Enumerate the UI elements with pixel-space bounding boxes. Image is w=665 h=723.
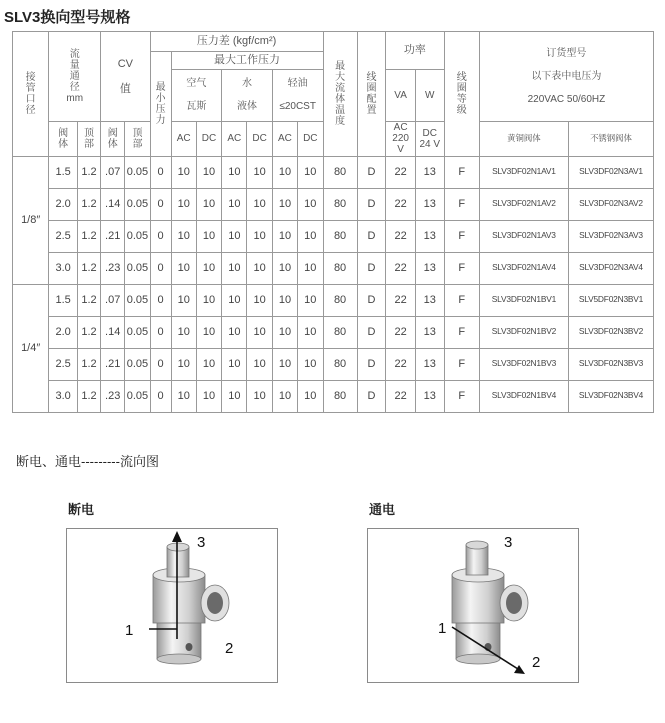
table-row bbox=[13, 284, 654, 316]
cell-cv-top: 0.05 bbox=[125, 156, 150, 188]
power-on-diagram bbox=[367, 528, 579, 683]
cell-temp: 80 bbox=[323, 380, 357, 412]
header-cv-top: 顶部 bbox=[125, 122, 150, 157]
cell-va: 22 bbox=[386, 252, 416, 284]
header-max-work: 最大工作压力 bbox=[171, 52, 323, 70]
cell-water-dc: 10 bbox=[247, 348, 272, 380]
cell-flow-body: 2.0 bbox=[49, 188, 78, 220]
cell-min: 0 bbox=[150, 348, 171, 380]
power-off-port-1: 1 bbox=[125, 622, 134, 639]
header-min-pressure: 最小压力 bbox=[150, 52, 171, 157]
cell-stainless: SLV3DF02N3BV3 bbox=[569, 348, 654, 380]
cell-cv-body: .21 bbox=[101, 220, 125, 252]
cell-cv-top: 0.05 bbox=[125, 316, 150, 348]
cell-cv-body: .23 bbox=[101, 380, 125, 412]
cell-air-dc: 10 bbox=[196, 220, 221, 252]
cell-cls: F bbox=[444, 252, 479, 284]
cell-cls: F bbox=[444, 380, 479, 412]
cell-oil-ac: 10 bbox=[272, 188, 297, 220]
cell-air-dc: 10 bbox=[196, 316, 221, 348]
cell-flow-top: 1.2 bbox=[77, 284, 100, 316]
power-off-port-2: 2 bbox=[225, 640, 234, 657]
cell-cls: F bbox=[444, 156, 479, 188]
cell-air-dc: 10 bbox=[196, 284, 221, 316]
cell-oil-ac: 10 bbox=[272, 380, 297, 412]
cell-w: 13 bbox=[415, 188, 444, 220]
cell-coil: D bbox=[357, 156, 386, 188]
cell-cv-top: 0.05 bbox=[125, 188, 150, 220]
cell-cv-body: .23 bbox=[101, 252, 125, 284]
table-row bbox=[13, 188, 654, 220]
cell-oil-dc: 10 bbox=[298, 188, 323, 220]
cell-oil-dc: 10 bbox=[298, 220, 323, 252]
power-off-label: 断电 bbox=[68, 502, 95, 517]
cell-air-ac: 10 bbox=[171, 156, 196, 188]
cell-temp: 80 bbox=[323, 348, 357, 380]
cell-water-ac: 10 bbox=[222, 284, 247, 316]
cell-oil-dc: 10 bbox=[298, 348, 323, 380]
header-cv: CV 值 bbox=[101, 32, 151, 122]
cell-brass: SLV3DF02N1BV4 bbox=[479, 380, 568, 412]
cell-min: 0 bbox=[150, 156, 171, 188]
cell-water-ac: 10 bbox=[222, 348, 247, 380]
cell-w: 13 bbox=[415, 156, 444, 188]
cell-water-dc: 10 bbox=[247, 380, 272, 412]
cell-temp: 80 bbox=[323, 156, 357, 188]
cell-cv-body: .07 bbox=[101, 156, 125, 188]
cell-cls: F bbox=[444, 220, 479, 252]
cell-stainless: SLV3DF02N3AV1 bbox=[569, 156, 654, 188]
cell-water-dc: 10 bbox=[247, 220, 272, 252]
table-row bbox=[13, 220, 654, 252]
cell-coil: D bbox=[357, 220, 386, 252]
cell-flow-body: 2.0 bbox=[49, 316, 78, 348]
header-oil-ac: AC bbox=[272, 122, 297, 157]
header-air-ac: AC bbox=[171, 122, 196, 157]
cell-flow-top: 1.2 bbox=[77, 156, 100, 188]
cell-water-ac: 10 bbox=[222, 380, 247, 412]
header-air: 空气 瓦斯 bbox=[171, 70, 222, 122]
cell-brass: SLV3DF02N1BV2 bbox=[479, 316, 568, 348]
cell-oil-ac: 10 bbox=[272, 156, 297, 188]
cell-brass: SLV3DF02N1AV4 bbox=[479, 252, 568, 284]
cell-oil-dc: 10 bbox=[298, 156, 323, 188]
cell-water-dc: 10 bbox=[247, 156, 272, 188]
cell-cv-body: .14 bbox=[101, 188, 125, 220]
cell-stainless: SLV3DF02N3BV4 bbox=[569, 380, 654, 412]
header-stainless: 不锈钢阀体 bbox=[569, 122, 654, 157]
cell-oil-dc: 10 bbox=[298, 380, 323, 412]
cell-oil-ac: 10 bbox=[272, 284, 297, 316]
cell-air-ac: 10 bbox=[171, 284, 196, 316]
table-row bbox=[13, 252, 654, 284]
cell-water-dc: 10 bbox=[247, 316, 272, 348]
port-size-cell: 1/4″ bbox=[13, 284, 49, 412]
cell-air-ac: 10 bbox=[171, 380, 196, 412]
cell-oil-dc: 10 bbox=[298, 284, 323, 316]
cell-stainless: SLV3DF02N3AV2 bbox=[569, 188, 654, 220]
cell-flow-top: 1.2 bbox=[77, 188, 100, 220]
page-title: SLV3换向型号规格 bbox=[4, 9, 131, 26]
header-ac220: AC 220 V bbox=[386, 122, 416, 157]
cell-cv-body: .14 bbox=[101, 316, 125, 348]
header-brass: 黄铜阀体 bbox=[479, 122, 568, 157]
header-water-dc: DC bbox=[247, 122, 272, 157]
cell-coil: D bbox=[357, 348, 386, 380]
header-pressure: 压力差 (kgf/cm²) bbox=[150, 32, 323, 52]
header-coil-class: 线圈等级 bbox=[444, 32, 479, 157]
cell-brass: SLV3DF02N1AV3 bbox=[479, 220, 568, 252]
cell-air-ac: 10 bbox=[171, 348, 196, 380]
cell-stainless: SLV3DF02N3BV2 bbox=[569, 316, 654, 348]
cell-min: 0 bbox=[150, 188, 171, 220]
cell-coil: D bbox=[357, 252, 386, 284]
flow-diagram-caption: 断电、通电---------流向图 bbox=[16, 454, 159, 469]
header-w: W bbox=[415, 70, 444, 122]
cell-brass: SLV3DF02N1AV2 bbox=[479, 188, 568, 220]
port-size-cell: 1/8″ bbox=[13, 156, 49, 284]
cell-w: 13 bbox=[415, 316, 444, 348]
header-cv-body: 阀体 bbox=[101, 122, 125, 157]
table-row bbox=[13, 348, 654, 380]
cell-water-ac: 10 bbox=[222, 316, 247, 348]
cell-cv-top: 0.05 bbox=[125, 380, 150, 412]
power-on-label: 通电 bbox=[369, 502, 396, 517]
header-flow-top: 顶部 bbox=[77, 122, 100, 157]
power-off-diagram bbox=[66, 528, 278, 683]
table-row bbox=[13, 316, 654, 348]
cell-air-dc: 10 bbox=[196, 156, 221, 188]
cell-air-dc: 10 bbox=[196, 188, 221, 220]
cell-air-dc: 10 bbox=[196, 348, 221, 380]
cell-cls: F bbox=[444, 188, 479, 220]
cell-flow-body: 1.5 bbox=[49, 156, 78, 188]
cell-va: 22 bbox=[386, 188, 416, 220]
cell-min: 0 bbox=[150, 380, 171, 412]
cell-air-dc: 10 bbox=[196, 252, 221, 284]
power-on-port-3: 3 bbox=[504, 534, 513, 551]
cell-cv-body: .07 bbox=[101, 284, 125, 316]
header-oil-dc: DC bbox=[298, 122, 323, 157]
cell-water-dc: 10 bbox=[247, 284, 272, 316]
cell-flow-body: 3.0 bbox=[49, 252, 78, 284]
cell-water-ac: 10 bbox=[222, 156, 247, 188]
spec-table bbox=[12, 31, 654, 413]
cell-va: 22 bbox=[386, 220, 416, 252]
table-row bbox=[13, 156, 654, 188]
cell-stainless: SLV3DF02N3AV4 bbox=[569, 252, 654, 284]
header-dc24: DC 24 V bbox=[415, 122, 444, 157]
cell-water-ac: 10 bbox=[222, 220, 247, 252]
cell-temp: 80 bbox=[323, 316, 357, 348]
power-on-port-2: 2 bbox=[532, 654, 541, 671]
cell-va: 22 bbox=[386, 156, 416, 188]
cell-w: 13 bbox=[415, 252, 444, 284]
cell-flow-top: 1.2 bbox=[77, 252, 100, 284]
cell-coil: D bbox=[357, 380, 386, 412]
cell-temp: 80 bbox=[323, 252, 357, 284]
header-max-temp: 最大流体温度 bbox=[323, 32, 357, 157]
cell-air-ac: 10 bbox=[171, 252, 196, 284]
header-water: 水 液体 bbox=[222, 70, 273, 122]
cell-temp: 80 bbox=[323, 188, 357, 220]
power-on-port-1: 1 bbox=[438, 620, 447, 637]
header-water-ac: AC bbox=[222, 122, 247, 157]
cell-brass: SLV3DF02N1BV1 bbox=[479, 284, 568, 316]
cell-air-ac: 10 bbox=[171, 188, 196, 220]
cell-temp: 80 bbox=[323, 284, 357, 316]
cell-va: 22 bbox=[386, 348, 416, 380]
cell-w: 13 bbox=[415, 380, 444, 412]
cell-cv-top: 0.05 bbox=[125, 220, 150, 252]
cell-va: 22 bbox=[386, 284, 416, 316]
cell-coil: D bbox=[357, 316, 386, 348]
cell-oil-ac: 10 bbox=[272, 348, 297, 380]
cell-temp: 80 bbox=[323, 220, 357, 252]
cell-min: 0 bbox=[150, 316, 171, 348]
cell-min: 0 bbox=[150, 252, 171, 284]
cell-stainless: SLV5DF02N3BV1 bbox=[569, 284, 654, 316]
header-air-dc: DC bbox=[196, 122, 221, 157]
cell-water-ac: 10 bbox=[222, 252, 247, 284]
cell-w: 13 bbox=[415, 284, 444, 316]
cell-va: 22 bbox=[386, 380, 416, 412]
cell-air-ac: 10 bbox=[171, 220, 196, 252]
header-oil: 轻油 ≤20CST bbox=[272, 70, 323, 122]
cell-flow-body: 3.0 bbox=[49, 380, 78, 412]
cell-air-dc: 10 bbox=[196, 380, 221, 412]
cell-oil-ac: 10 bbox=[272, 316, 297, 348]
cell-cv-top: 0.05 bbox=[125, 348, 150, 380]
cell-water-dc: 10 bbox=[247, 188, 272, 220]
header-power: 功率 bbox=[386, 32, 444, 70]
header-coil-config: 线圈配置 bbox=[357, 32, 386, 157]
power-off-valve-drawing bbox=[67, 529, 277, 682]
header-port: 接管口径 bbox=[13, 32, 49, 157]
cell-brass: SLV3DF02N1AV1 bbox=[479, 156, 568, 188]
cell-oil-ac: 10 bbox=[272, 220, 297, 252]
cell-coil: D bbox=[357, 188, 386, 220]
cell-flow-top: 1.2 bbox=[77, 380, 100, 412]
header-flow-body: 阀体 bbox=[49, 122, 78, 157]
cell-va: 22 bbox=[386, 316, 416, 348]
cell-water-dc: 10 bbox=[247, 252, 272, 284]
cell-cv-top: 0.05 bbox=[125, 284, 150, 316]
cell-flow-top: 1.2 bbox=[77, 348, 100, 380]
power-on-valve-drawing bbox=[368, 529, 578, 682]
cell-flow-top: 1.2 bbox=[77, 316, 100, 348]
cell-coil: D bbox=[357, 284, 386, 316]
cell-oil-dc: 10 bbox=[298, 252, 323, 284]
cell-flow-body: 1.5 bbox=[49, 284, 78, 316]
cell-cv-top: 0.05 bbox=[125, 252, 150, 284]
cell-oil-ac: 10 bbox=[272, 252, 297, 284]
cell-cls: F bbox=[444, 316, 479, 348]
cell-cls: F bbox=[444, 284, 479, 316]
header-va: VA bbox=[386, 70, 416, 122]
cell-min: 0 bbox=[150, 284, 171, 316]
cell-stainless: SLV3DF02N3AV3 bbox=[569, 220, 654, 252]
table-row bbox=[13, 380, 654, 412]
cell-cls: F bbox=[444, 348, 479, 380]
cell-min: 0 bbox=[150, 220, 171, 252]
cell-flow-top: 1.2 bbox=[77, 220, 100, 252]
cell-water-ac: 10 bbox=[222, 188, 247, 220]
cell-flow-body: 2.5 bbox=[49, 348, 78, 380]
power-off-port-3: 3 bbox=[197, 534, 206, 551]
cell-w: 13 bbox=[415, 348, 444, 380]
header-flow: 流量通径 mm bbox=[49, 32, 101, 122]
cell-oil-dc: 10 bbox=[298, 316, 323, 348]
cell-flow-body: 2.5 bbox=[49, 220, 78, 252]
cell-brass: SLV3DF02N1BV3 bbox=[479, 348, 568, 380]
cell-air-ac: 10 bbox=[171, 316, 196, 348]
cell-cv-body: .21 bbox=[101, 348, 125, 380]
cell-w: 13 bbox=[415, 220, 444, 252]
header-order: 订货型号 以下表中电压为 220VAC 50/60HZ bbox=[479, 32, 653, 122]
